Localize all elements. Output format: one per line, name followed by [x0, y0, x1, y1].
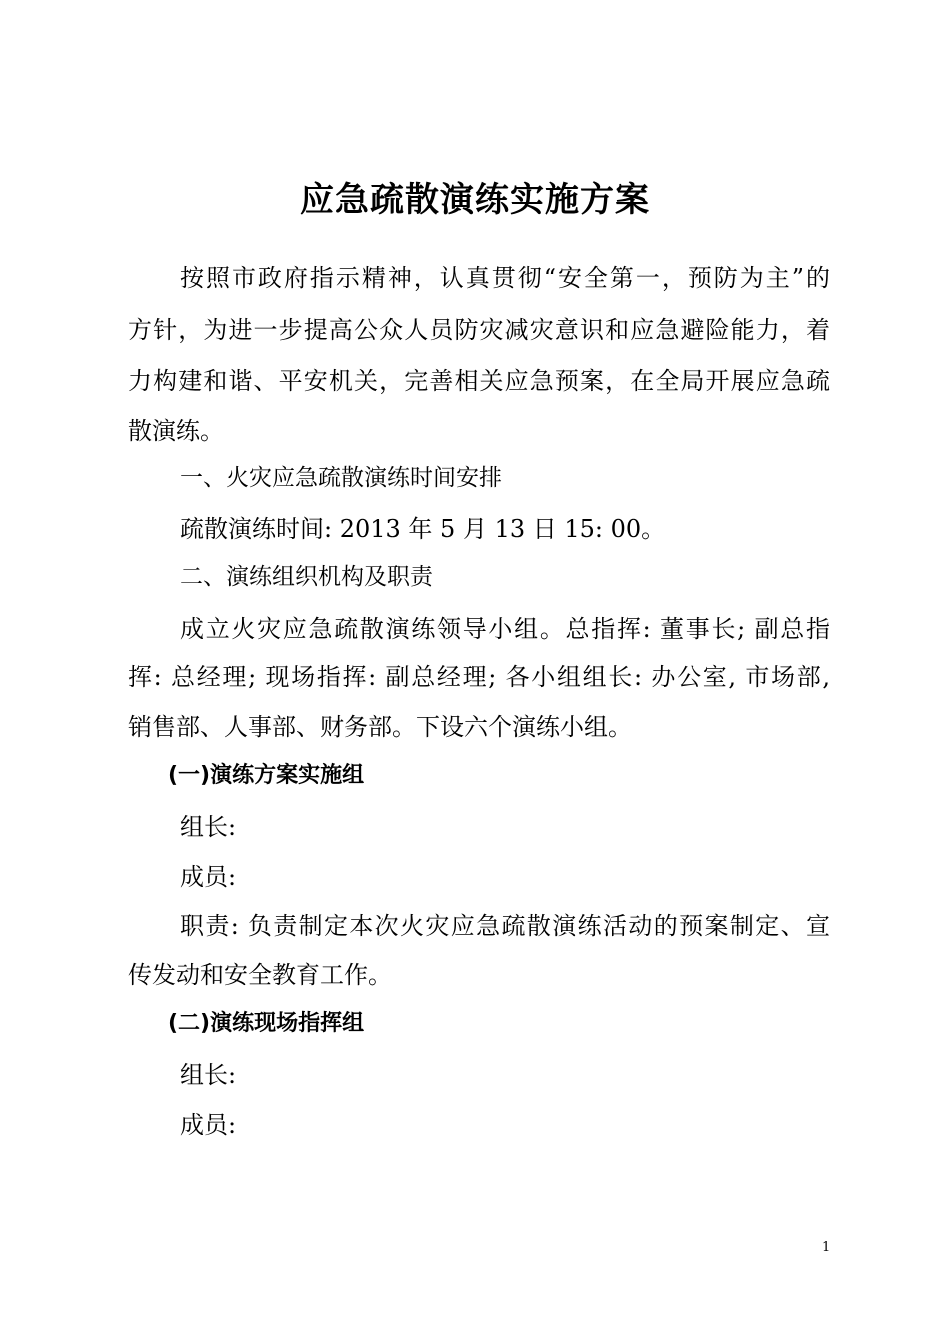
section-2-heading: 二、演练组织机构及职责: [180, 564, 433, 590]
intro-line-4: 散演练。: [128, 417, 224, 445]
group-1-duty-line-1: 职责: 负责制定本次火灾应急疏散演练活动的预案制定、宣: [180, 912, 830, 940]
group-2-heading: (二)演练现场指挥组: [168, 1011, 365, 1036]
page-number: 1: [822, 1240, 831, 1255]
document-title: 应急疏散演练实施方案: [300, 180, 650, 220]
group-2-leader: 组长:: [180, 1061, 237, 1089]
group-1-leader: 组长:: [180, 813, 237, 841]
group-1-heading: (一)演练方案实施组: [168, 763, 365, 788]
section-1-heading: 一、火灾应急疏散演练时间安排: [180, 465, 502, 491]
section-2-line-3: 销售部、人事部、财务部。下设六个演练小组。: [128, 713, 632, 741]
intro-line-2: 方针，为进一步提高公众人员防灾减灾意识和应急避险能力，着: [128, 316, 830, 344]
section-2-line-1: 成立火灾应急疏散演练领导小组。总指挥: 董事长; 副总指: [180, 615, 830, 643]
group-1-members: 成员:: [180, 863, 237, 891]
group-1-duty-line-2: 传发动和安全教育工作。: [128, 961, 392, 989]
intro-line-3: 力构建和谐、平安机关，完善相关应急预案，在全局开展应急疏: [128, 367, 830, 395]
group-2-members: 成员:: [180, 1111, 237, 1139]
section-2-line-2: 挥: 总经理; 现场指挥: 副总经理; 各小组组长: 办公室, 市场部,: [128, 663, 830, 691]
drill-time-text: 疏散演练时间: 2013 年 5 月 13 日 15: 00。: [180, 515, 666, 543]
intro-line-1: 按照市政府指示精神，认真贯彻“安全第一，预防为主”的: [180, 264, 830, 292]
